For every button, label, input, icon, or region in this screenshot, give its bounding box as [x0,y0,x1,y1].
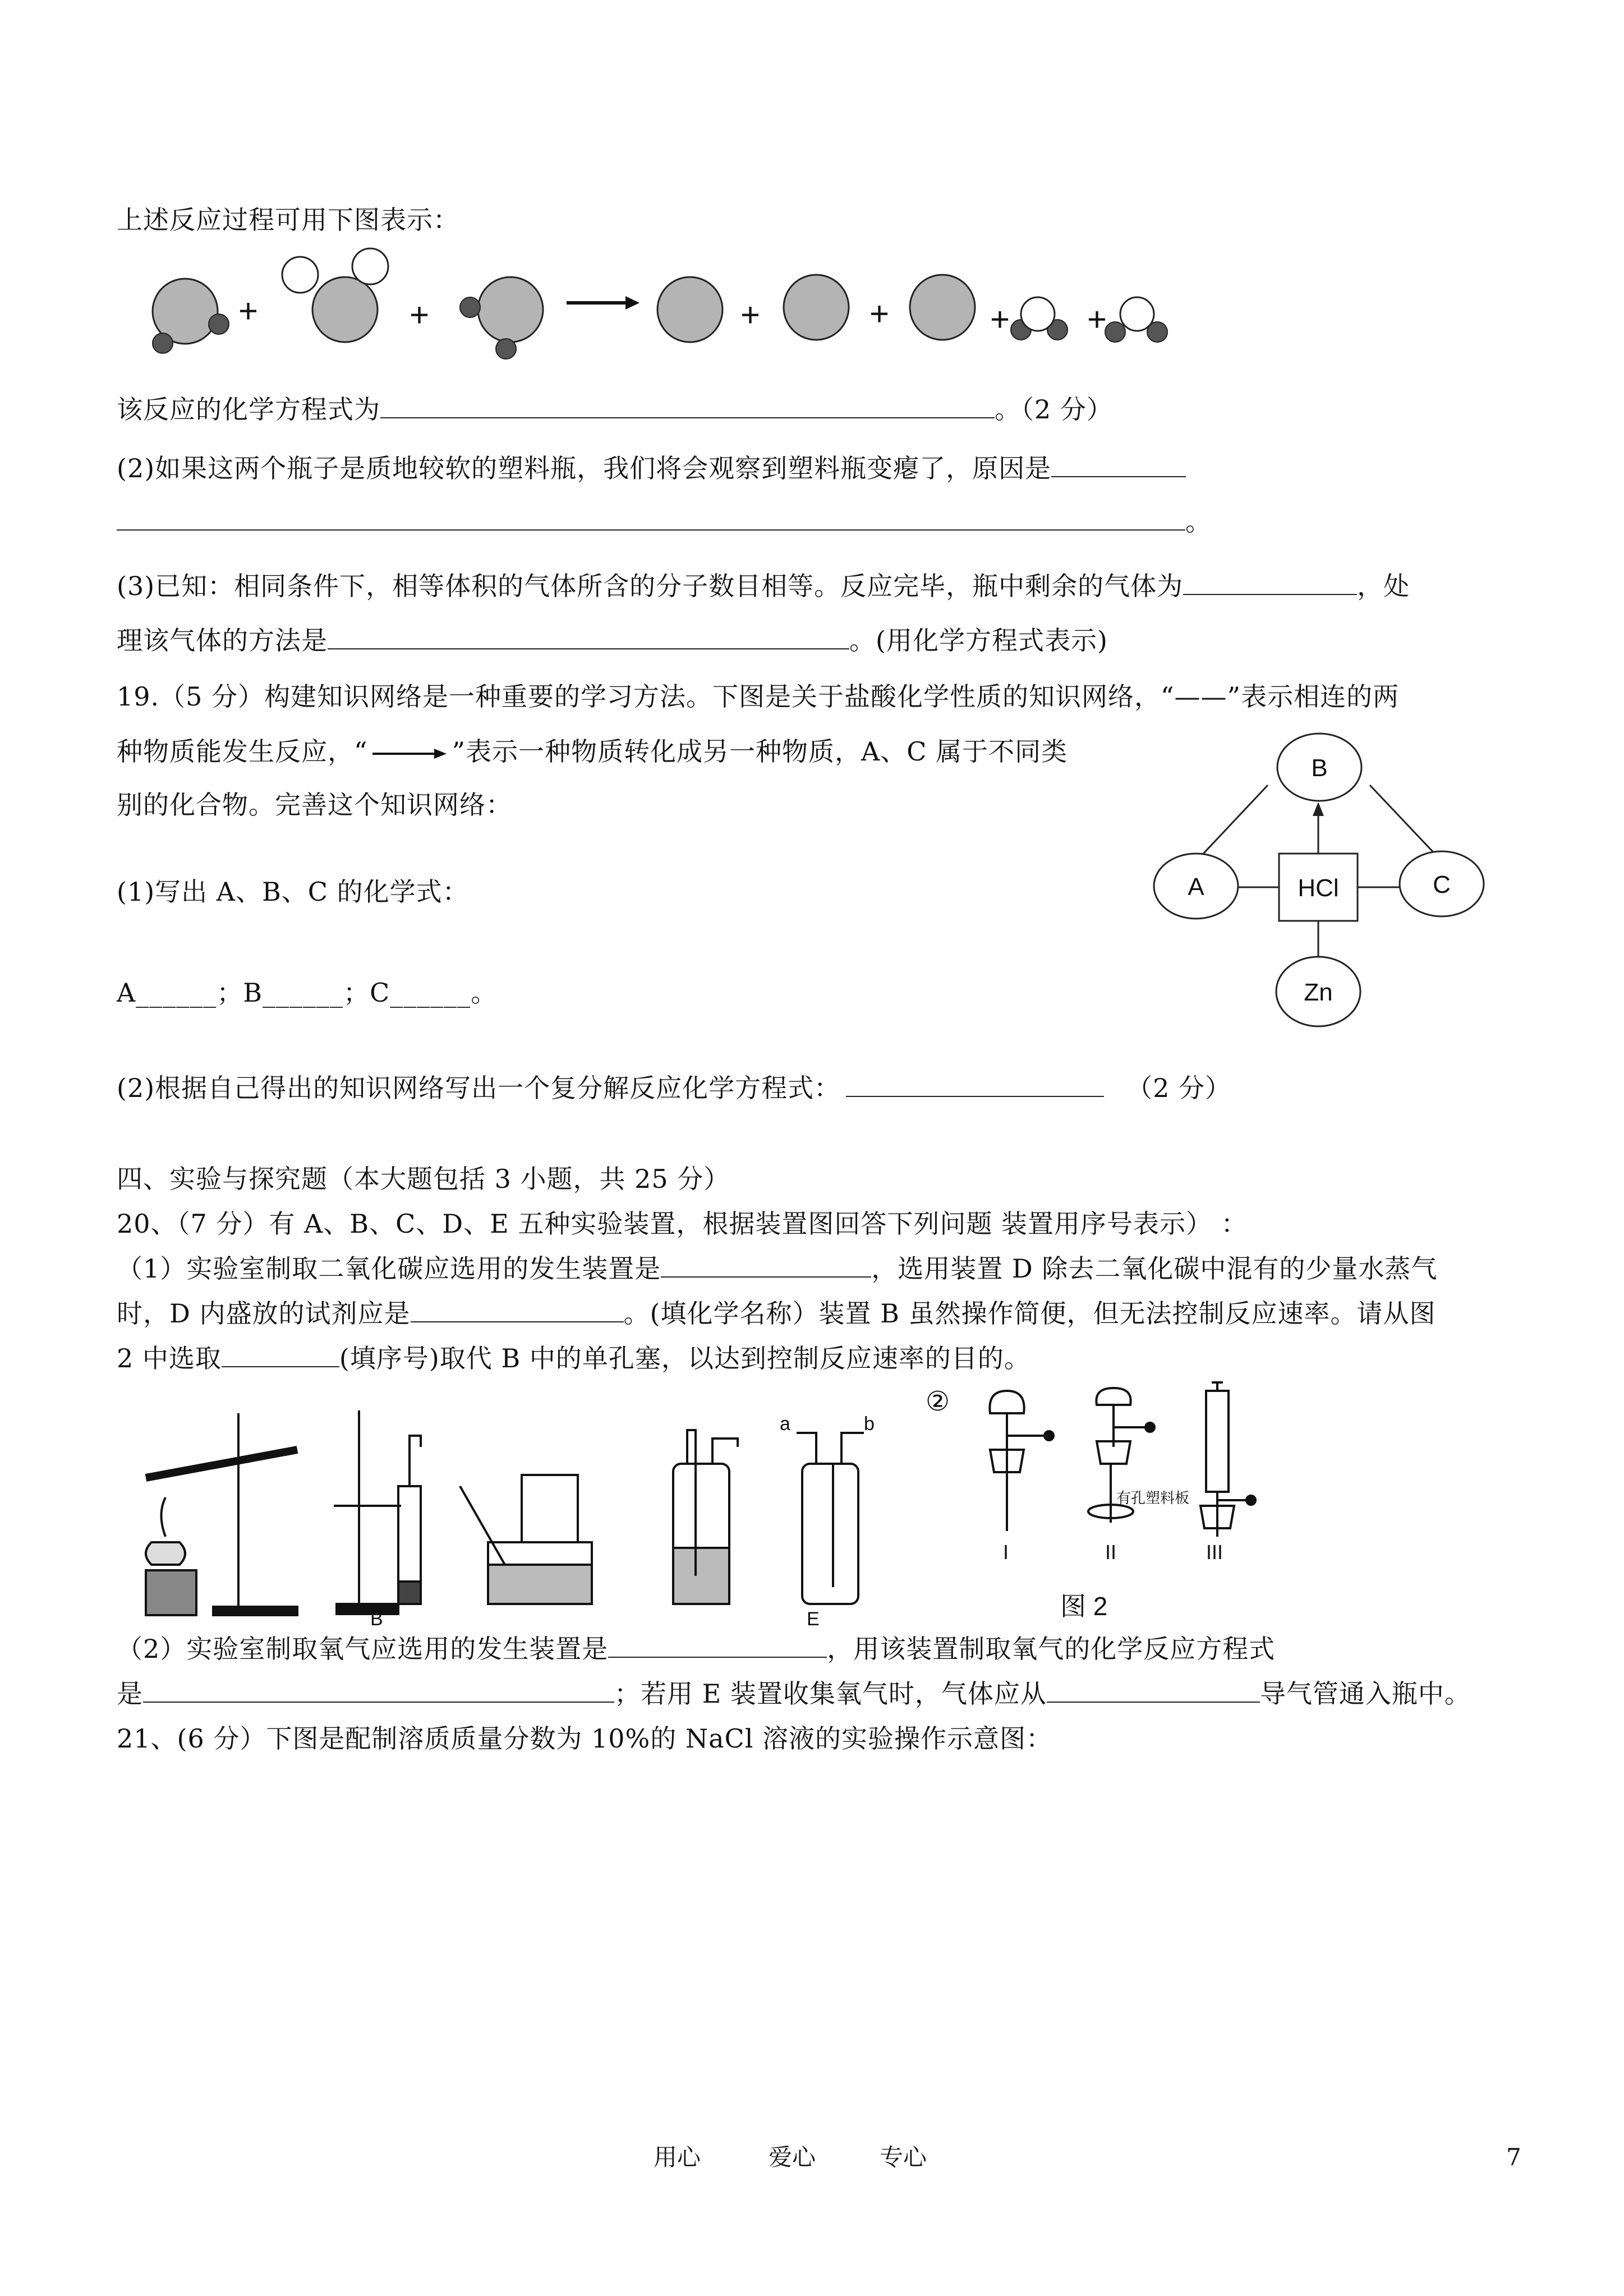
prompt-text: (2)如果这两个瓶子是质地较软的塑料瓶，我们将会观察到塑料瓶变瘪了，原因是 [117,453,1052,483]
small-dark-atom [209,314,229,334]
answer-blank[interactable] [608,1632,827,1658]
question-line [117,451,1186,485]
footer-middle: 爱心 [769,2143,816,2171]
arrow-head [1313,802,1324,816]
large-atom [312,277,378,342]
label-b: B [370,1608,383,1626]
prompt-text: ，用该装置制取氧气的化学反应方程式 [827,1634,1276,1664]
prompt-text: 理该气体的方法是 [117,625,328,656]
small-dark-atom [496,339,516,359]
knowledge-network-diagram [1144,723,1492,1043]
score-text: （2 分） [1126,1073,1232,1103]
fig2-marker: ② [926,1387,950,1417]
reaction-diagram [123,247,1189,370]
fig2-label-i: I [1003,1541,1009,1564]
answer-blank[interactable] [411,1297,624,1322]
plus-sign: + [1087,301,1107,338]
answer-blank[interactable] [328,624,849,649]
answer-blank[interactable] [117,505,1185,531]
answer-blank[interactable] [1047,1677,1260,1703]
answer-blank[interactable] [846,1071,1104,1097]
small-dark-atom [460,297,480,317]
plus-sign: + [869,295,890,333]
small-dark-atom [153,333,173,353]
fig2-label-ii: II [1105,1541,1117,1564]
label-b-port: b [864,1413,875,1435]
answer-blank[interactable] [661,1252,871,1278]
question-line [117,1252,1437,1285]
label-e: E [807,1608,820,1626]
small-white-atom [1021,297,1055,331]
answer-blank[interactable] [222,1341,339,1367]
question-line [117,393,1113,426]
period-text: 。 [1185,506,1212,537]
answer-line[interactable]: A______；B______；C______。 [117,978,498,1008]
small-white-atom [352,248,388,284]
large-atom [910,275,975,340]
prompt-text: (2)根据自己得出的知识网络写出一个复分解反应化学方程式： [117,1073,841,1103]
arrow-icon [368,743,452,765]
prompt-text: 时，D 内盛放的试剂应是 [117,1298,411,1329]
question-20-text: 20、（7 分）有 A、B、C、D、E 五种实验装置，根据装置图回答下列问题 装置用序号表示） ： [117,1209,1248,1239]
large-atom [657,277,723,342]
footer-left: 用心 [654,2143,701,2171]
answer-blank[interactable] [1183,569,1357,595]
large-atom [784,275,849,340]
label-a-port: a [780,1413,790,1435]
prompt-text: ，选用装置 D 除去二氧化碳中混有的少量水蒸气 [871,1253,1438,1284]
prompt-text: 2 中选取 [117,1343,222,1373]
prompt-text: （1）实验室制取二氧化碳应选用的发生装置是 [117,1253,661,1284]
prompt-text: 种物质能发生反应，“ [117,736,368,767]
node-b-label: B [1311,754,1328,782]
prompt-text: ；若用 E 装置收集氧气时，气体应从 [614,1679,1047,1709]
page-number: 7 [1506,2143,1521,2171]
answer-blank[interactable] [143,1677,614,1703]
prompt-text: 该反应的化学方程式为 [117,394,380,425]
prompt-text: 是 [117,1679,143,1709]
figure-2 [926,1380,1475,1638]
prompt-text: 导气管通入瓶中。 [1259,1679,1471,1709]
question-line [117,1677,1471,1711]
question-line [117,1297,1436,1330]
small-white-atom [282,257,318,293]
prompt-text: ”表示一种物质转化成另一种物质，A、C 属于不同类 [452,736,1068,767]
fig2-caption: 图 2 [1060,1592,1108,1621]
question-text: 别的化合物。完善这个知识网络： [117,790,512,820]
prompt-text: (3)已知：相同条件下，相等体积的气体所含的分子数目相等。反应完毕，瓶中剩余的气体为 [117,571,1184,601]
plus-sign: + [238,292,259,330]
node-hcl-label: HCl [1298,874,1339,902]
question-line [117,735,1068,768]
footer-right: 专心 [880,2143,927,2171]
small-white-atom [1120,297,1154,331]
prompt-text: (填序号)取代 B 中的单孔塞，以达到控制反应速率的目的。 [339,1343,1030,1373]
plus-sign: + [410,296,430,334]
section-heading: 四、实验与探究题（本大题包括 3 小题，共 25 分） [117,1164,730,1194]
question-line [117,1341,1030,1375]
small-dark-atom [1105,322,1125,342]
node-zn-label: Zn [1304,979,1333,1006]
question-line [117,1632,1275,1666]
score-text: 。（2 分） [995,394,1113,425]
intro-text: 上述反应过程可用下图表示： [117,205,459,235]
reaction-arrow [567,296,640,310]
node-a-label: A [1188,873,1204,901]
apparatus-figure [135,1402,920,1626]
prompt-text: （2）实验室制取氧气应选用的发生装置是 [117,1634,609,1664]
answer-blank[interactable] [1051,451,1186,477]
answer-blank[interactable] [380,393,995,418]
question-19-text: 19.（5 分）构建知识网络是一种重要的学习方法。下图是关于盐酸化学性质的知识网络，“——”表示相连的两 [117,681,1400,712]
prompt-text: 。(用化学方程式表示) [849,625,1108,656]
question-21-text: 21、(6 分）下图是配制溶质质量分数为 10%的 NaCl 溶液的实验操作示意图： [117,1723,1053,1754]
fig2-plate-label: 有孔塑料板 [1116,1490,1190,1506]
question-line [117,624,1108,657]
question-line [117,505,1212,538]
question-text: (1)写出 A、B、C 的化学式： [117,877,469,907]
plus-sign: + [990,301,1010,338]
node-c-label: C [1433,871,1451,898]
question-line [117,569,1410,603]
fig2-label-iii: III [1206,1541,1223,1564]
question-line [117,1071,1231,1105]
prompt-text: ，处 [1357,571,1410,601]
prompt-text: 。(填化学名称）装置 B 虽然操作简便，但无法控制反应速率。请从图 [623,1298,1436,1329]
plus-sign: + [740,296,761,334]
large-atom [478,277,543,342]
